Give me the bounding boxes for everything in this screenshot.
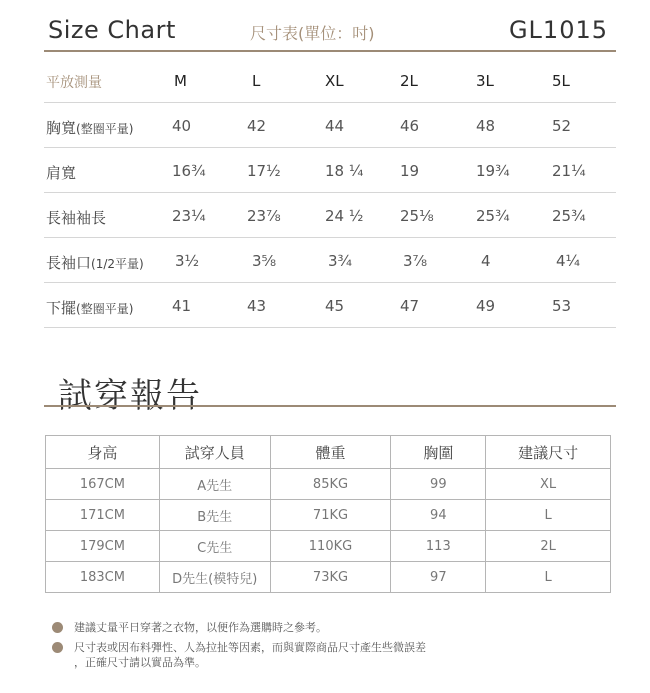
size-value: 4 [481,252,491,270]
weight-cell: 110KG [270,531,391,562]
size-chart-title: Size Chart [48,16,176,44]
tester-cell: C先生 [159,531,270,562]
measure-method-label: 平放測量 [46,75,102,91]
bullet-icon [52,642,63,653]
size-row-shoulder [44,148,616,193]
size-value: 16¾ [172,162,206,180]
size-header-m: M [174,72,187,90]
chest-cell: 97 [391,562,486,593]
size-value: 24 ½ [325,207,364,225]
size-cell: 2L [486,531,611,562]
size-value: 52 [552,117,572,135]
size-value: 44 [325,117,345,135]
height-cell: 183CM [46,562,160,593]
size-cell: XL [486,469,611,500]
unit-subtitle: 尺寸表(單位：吋) [250,24,375,43]
tester-cell: D先生(模特兒) [159,562,270,593]
table-row [46,562,611,593]
size-value: 48 [476,117,496,135]
size-value: 25¾ [552,207,586,225]
size-value: 25⅛ [400,207,434,225]
height-cell: 179CM [46,531,160,562]
header-tester: 試穿人員 [159,436,270,469]
size-value: 40 [172,117,192,135]
chest-cell: 94 [391,500,486,531]
row-label: 長袖袖長 [46,209,107,227]
size-value: 19 [400,162,420,180]
size-cell: L [486,562,611,593]
row-label: 長袖口(1/2平量) [46,254,144,272]
size-value: 49 [476,297,496,315]
weight-cell: 73KG [270,562,391,593]
note-item: 建議丈量平日穿著之衣物，以便作為選購時之參考。 [52,620,426,635]
size-row-cuff [44,238,616,283]
size-value: 3⅞ [403,252,428,270]
table-row [46,531,611,562]
table-row [46,500,611,531]
size-value: 4¼ [556,252,581,270]
notes [52,620,426,675]
row-label: 肩寬 [46,164,77,182]
product-code: GL1015 [508,16,608,44]
note-item: 尺寸表或因布料彈性、人為拉扯等因素，而與實際商品尺寸產生些微誤差 ，正確尺寸請以實品為準。 [52,640,426,670]
fitting-header-row [46,436,611,469]
size-chart-table [44,58,616,328]
fitting-report-table [45,435,611,593]
size-value: 3¾ [328,252,353,270]
size-value: 43 [247,297,267,315]
size-header-xl: XL [325,72,344,90]
size-value: 46 [400,117,420,135]
size-value: 3½ [175,252,200,270]
size-header-l: L [252,72,261,90]
size-value: 23⅞ [247,207,281,225]
header-chest: 胸圍 [391,436,486,469]
size-row-chest [44,103,616,148]
weight-cell: 71KG [270,500,391,531]
bullet-icon [52,622,63,633]
size-value: 25¾ [476,207,510,225]
size-header-3l: 3L [476,72,494,90]
weight-cell: 85KG [270,469,391,500]
fitting-report-title: 試穿報告 [58,376,202,416]
size-cell: L [486,500,611,531]
row-label: 下擺(整圈平量) [46,299,134,317]
size-row-sleeve-length [44,193,616,238]
size-value: 42 [247,117,267,135]
size-value: 18 ¼ [325,162,364,180]
size-value: 23¼ [172,207,206,225]
row-label: 胸寬(整圈平量) [46,119,134,137]
height-cell: 171CM [46,500,160,531]
tester-cell: A先生 [159,469,270,500]
size-value: 45 [325,297,345,315]
size-row-hem [44,283,616,328]
fitting-report-divider [44,405,616,407]
size-value: 3⅝ [252,252,277,270]
header-height: 身高 [46,436,160,469]
header-recommended-size: 建議尺寸 [486,436,611,469]
chest-cell: 113 [391,531,486,562]
size-value: 17½ [247,162,281,180]
size-value: 53 [552,297,572,315]
size-chart-head-row [44,58,616,103]
header-weight: 體重 [270,436,391,469]
table-row [46,469,611,500]
size-value: 47 [400,297,420,315]
size-header-2l: 2L [400,72,418,90]
chest-cell: 99 [391,469,486,500]
size-header-5l: 5L [552,72,570,90]
size-value: 19¾ [476,162,510,180]
height-cell: 167CM [46,469,160,500]
size-value: 41 [172,297,192,315]
tester-cell: B先生 [159,500,270,531]
size-value: 21¼ [552,162,586,180]
size-chart-header [44,12,616,52]
